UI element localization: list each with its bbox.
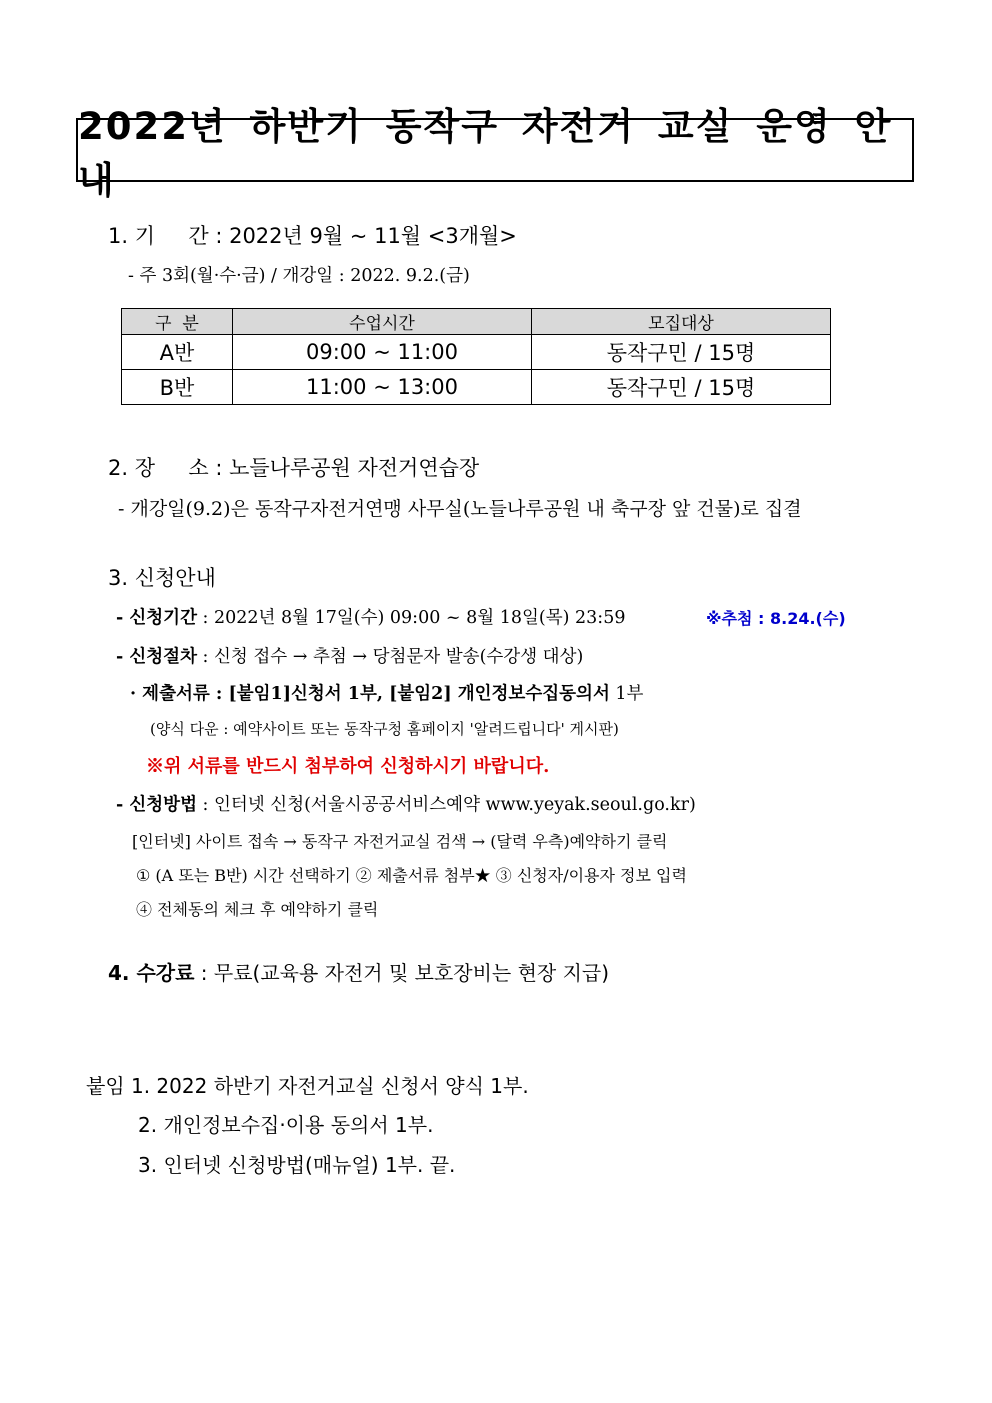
application-method: [116, 791, 696, 816]
documents-text: · 제출서류 : [붙임1]신청서 1부, [붙임2] 개인정보수집동의서: [130, 684, 610, 704]
method-label: - 신청방법: [116, 795, 197, 815]
attachment-warning: ※위 서류를 반드시 첨부하여 신청하시기 바랍니다.: [146, 756, 550, 777]
section3-heading: 3. 신청안내: [108, 566, 216, 590]
table-header-row: [122, 309, 831, 335]
section1-heading: 1. 기 간 : 2022년 9월 ~ 11월 <3개월>: [108, 224, 517, 248]
period-text: : 2022년 8월 17일(수) 09:00 ~ 8월 18일(목) 23:59: [196, 608, 626, 628]
table-header-cell: 구 분: [122, 309, 233, 335]
table-cell: 동작구민 / 15명: [532, 335, 831, 370]
section4-text: : 무료(교육용 자전거 및 보호장비는 현장 지급): [194, 961, 610, 985]
attachment-line-3: 3. 인터넷 신청방법(매뉴얼) 1부. 끝.: [138, 1153, 456, 1177]
section4-tuition: [108, 957, 609, 986]
table-header-cell: 수업시간: [233, 309, 532, 335]
table-cell: 11:00 ~ 13:00: [233, 370, 532, 405]
method-step-3: ④ 전체동의 체크 후 예약하기 클릭: [136, 900, 379, 919]
application-period: [116, 604, 625, 629]
document-title: 2022년 하반기 동작구 자전거 교실 운영 안내: [78, 105, 893, 202]
table-row: [122, 335, 831, 370]
form-download-note: (양식 다운 : 예약사이트 또는 동작구청 홈페이지 '알려드립니다' 게시판): [150, 720, 619, 738]
table-cell: A반: [122, 335, 233, 370]
section4-heading: 4. 수강료: [108, 961, 195, 985]
procedure-label: - 신청절차: [116, 647, 197, 667]
procedure-text: : 신청 접수 → 추첨 → 당첨문자 발송(수강생 대상): [196, 647, 584, 667]
document-title-box: [76, 105, 914, 202]
period-label: - 신청기간: [116, 608, 197, 628]
table-cell: 09:00 ~ 11:00: [233, 335, 532, 370]
attachment-line-2: 2. 개인정보수집·이용 동의서 1부.: [138, 1113, 434, 1137]
required-documents: [130, 680, 643, 705]
method-step-1: [인터넷] 사이트 접속 → 동작구 자전거교실 검색 → (달력 우측)예약하기 클릭: [132, 832, 668, 851]
method-step-2: ① (A 또는 B반) 시간 선택하기 ② 제출서류 첨부★ ③ 신청자/이용자 정보 입력: [136, 866, 687, 885]
attachment-line-1: 붙임 1. 2022 하반기 자전거교실 신청서 양식 1부.: [86, 1074, 529, 1098]
lottery-date: ※추첨 : 8.24.(수): [706, 609, 846, 628]
table-header-cell: 모집대상: [532, 309, 831, 335]
table-row: [122, 370, 831, 405]
section2-heading: 2. 장 소 : 노들나루공원 자전거연습장: [108, 456, 480, 480]
section2-detail: - 개강일(9.2)은 동작구자전거연맹 사무실(노들나루공원 내 축구장 앞 건물)로 집결: [118, 498, 802, 520]
section1-detail: - 주 3회(월·수·금) / 개강일 : 2022. 9.2.(금): [128, 266, 470, 286]
table-cell: B반: [122, 370, 233, 405]
schedule-table: [121, 308, 831, 405]
table-cell: 동작구민 / 15명: [532, 370, 831, 405]
application-procedure: [116, 643, 583, 668]
documents-count: 1부: [609, 684, 644, 704]
method-text: : 인터넷 신청(서울시공공서비스예약 www.yeyak.seoul.go.kr): [196, 795, 696, 815]
